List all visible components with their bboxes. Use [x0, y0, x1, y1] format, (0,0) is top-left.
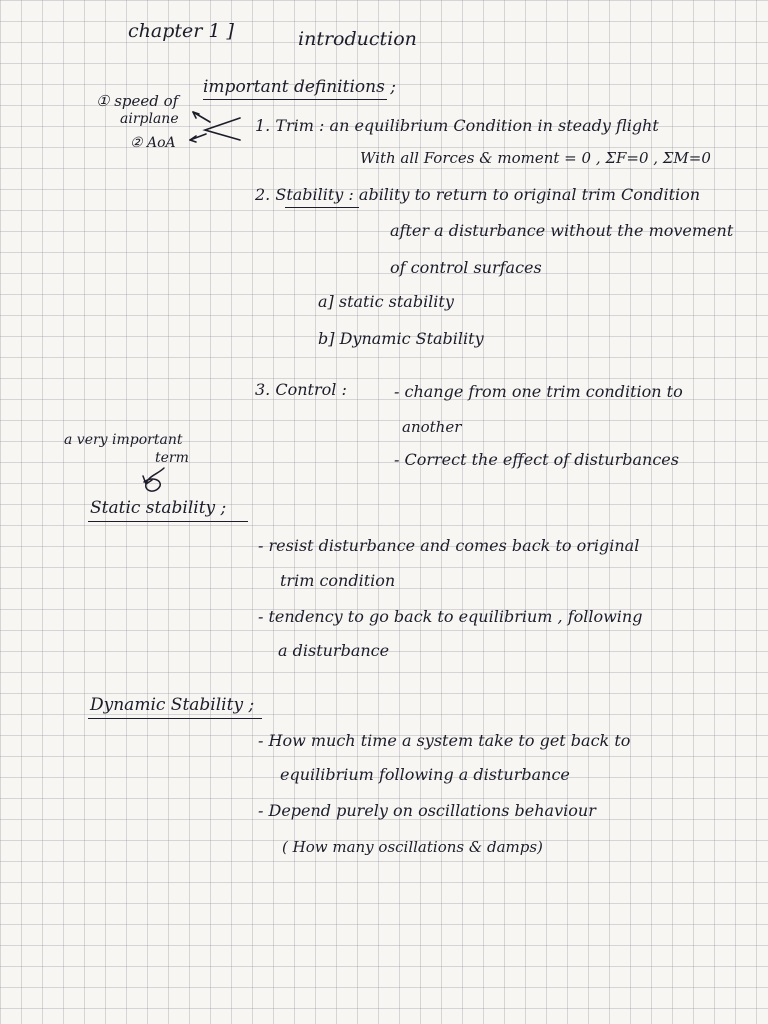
definitions-heading-underline: [203, 99, 387, 100]
static-line-2: trim condition: [280, 571, 396, 590]
page-title: introduction: [298, 28, 417, 50]
dynamic-stability-heading-underline: [88, 718, 262, 719]
control-line-1: - change from one trim condition to: [394, 382, 683, 401]
dynamic-line-3: - Depend purely on oscillations behaviour: [258, 801, 596, 820]
dynamic-stability-item: b] Dynamic Stability: [318, 329, 484, 348]
static-stability-heading-underline: [88, 521, 248, 522]
stability-definition-cont-2: of control surfaces: [390, 258, 542, 277]
static-line-4: a disturbance: [278, 641, 390, 660]
margin-note-speed: ① speed of: [96, 92, 179, 110]
dynamic-line-2: equilibrium following a disturbance: [280, 765, 570, 784]
brace-arrow-icon: [190, 112, 240, 142]
static-line-1: - resist disturbance and comes back to original: [258, 536, 640, 555]
control-label: 3. Control :: [255, 380, 347, 399]
static-stability-item: a] static stability: [318, 292, 454, 311]
stability-definition: 2. Stability : ability to return to original trim Condition: [255, 185, 701, 204]
side-note-line-1: a very important: [64, 432, 183, 448]
curly-arrow-icon: [143, 468, 164, 491]
margin-note-airplane: airplane: [120, 111, 179, 127]
trim-equation: With all Forces & moment = 0 , ΣF=0 , ΣM=0: [360, 149, 711, 167]
trim-definition: 1. Trim : an equilibrium Condition in steady flight: [255, 116, 659, 135]
definitions-heading: important definitions ;: [203, 77, 396, 97]
static-line-3: - tendency to go back to equilibrium , following: [258, 607, 643, 626]
stability-underline: [285, 207, 359, 208]
dynamic-line-1: - How much time a system take to get back to: [258, 731, 631, 750]
static-stability-heading: Static stability ;: [90, 498, 227, 518]
dynamic-stability-heading: Dynamic Stability ;: [90, 695, 255, 715]
stability-definition-cont-1: after a disturbance without the movement: [390, 221, 734, 240]
margin-note-aoa: ② AoA: [130, 135, 176, 151]
chapter-label: chapter 1 ]: [128, 20, 234, 42]
control-line-2: another: [402, 418, 462, 436]
control-line-3: - Correct the effect of disturbances: [394, 450, 679, 469]
dynamic-line-4: ( How many oscillations & damps): [282, 838, 543, 856]
side-note-line-2: term: [155, 450, 189, 466]
